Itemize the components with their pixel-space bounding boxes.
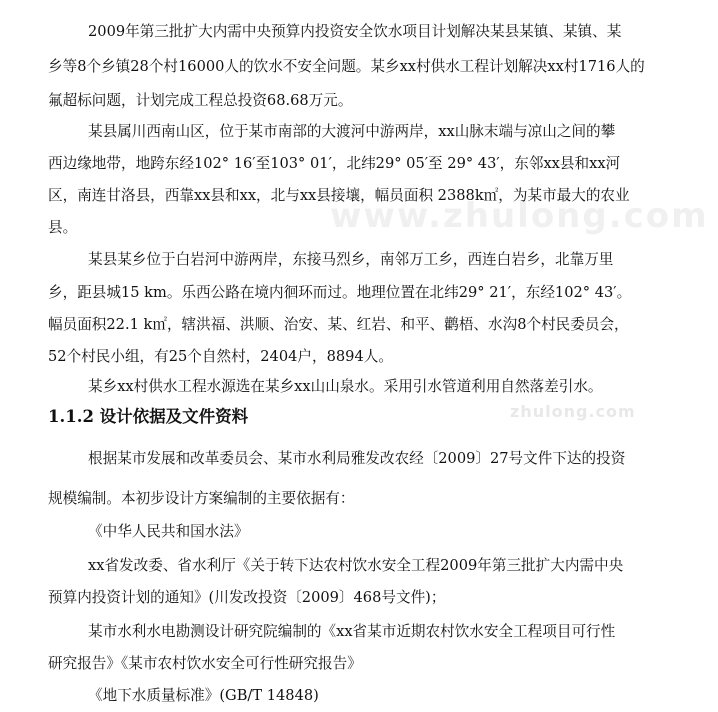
basis-intro-line-2: 规模编制。本初步设计方案编制的主要依据有： xyxy=(48,490,355,507)
paragraph-3-line-4: 52个村民小组，有25个自然村，2404户，8894人。 xyxy=(48,348,393,365)
paragraph-1-line-3: 氟超标问题，计划完成工程总投资68.68万元。 xyxy=(48,92,353,109)
basis-item-2-line-2: 预算内投资计划的通知》(川发改投资〔2009〕468号文件)； xyxy=(48,589,446,606)
paragraph-3-line-2: 乡，距县城15 km。乐西公路在境内徊环而过。地理位置在北纬29° 21′，东经102° 43′。 xyxy=(48,284,632,301)
watermark-small: zhulong.com xyxy=(510,402,636,421)
paragraph-3-line-3: 幅员面积22.1 k㎡，辖洪福、洪顺、治安、某、红岩、和平、鹳梧、水沟8个村民委员会， xyxy=(48,316,629,333)
watermark-main: www.zhulong.com xyxy=(330,196,709,236)
paragraph-3-line-1: 某县某乡位于白岩河中游两岸，东接马烈乡，南邻万工乡，西连白岩乡，北靠万里 xyxy=(88,251,614,268)
paragraph-2-line-4: 县。 xyxy=(48,219,78,236)
basis-item-4: 《地下水质量标准》(GB/T 14848) xyxy=(88,687,319,704)
basis-item-2-line-1: xx省发改委、省水利厅《关于转下达农村饮水安全工程2009年第三批扩大内需中央 xyxy=(88,557,624,574)
paragraph-2-line-2: 西边缘地带，地跨东经102° 16′至103° 01′，北纬29° 05′至 29° 43′，东邻xx县和xx河 xyxy=(48,155,621,172)
basis-item-1: 《中华人民共和国水法》 xyxy=(88,523,249,540)
basis-intro-line-1: 根据某市发展和改革委员会、某市水利局雅发改农经〔2009〕27号文件下达的投资 xyxy=(88,450,626,467)
basis-item-3-line-2: 研究报告》《某市农村饮水安全可行性研究报告》 xyxy=(48,655,362,672)
paragraph-1-line-2: 乡等8个乡镇28个村16000人的饮水不安全问题。某乡xx村供水工程计划解决xx村1716人的 xyxy=(48,58,645,75)
section-heading: 1.1.2 设计依据及文件资料 xyxy=(48,407,249,426)
basis-item-3-line-1: 某市水利水电勘测设计研究院编制的《xx省某市近期农村饮水安全工程项目可行性 xyxy=(88,623,616,640)
paragraph-2-line-3: 区，南连甘洛县，西靠xx县和xx，北与xx县接壤，幅员面积 2388k㎡，为某市最大的农业 xyxy=(48,187,630,204)
paragraph-1-line-1: 2009年第三批扩大内需中央预算内投资安全饮水项目计划解决某县某镇、某镇、某 xyxy=(88,23,622,40)
paragraph-4-line-1: 某乡xx村供水工程水源选在某乡xx山山泉水。采用引水管道利用自然落差引水。 xyxy=(88,378,603,395)
paragraph-2-line-1: 某县属川西南山区，位于某市南部的大渡河中游两岸，xx山脉末端与凉山之间的攀 xyxy=(88,123,616,140)
